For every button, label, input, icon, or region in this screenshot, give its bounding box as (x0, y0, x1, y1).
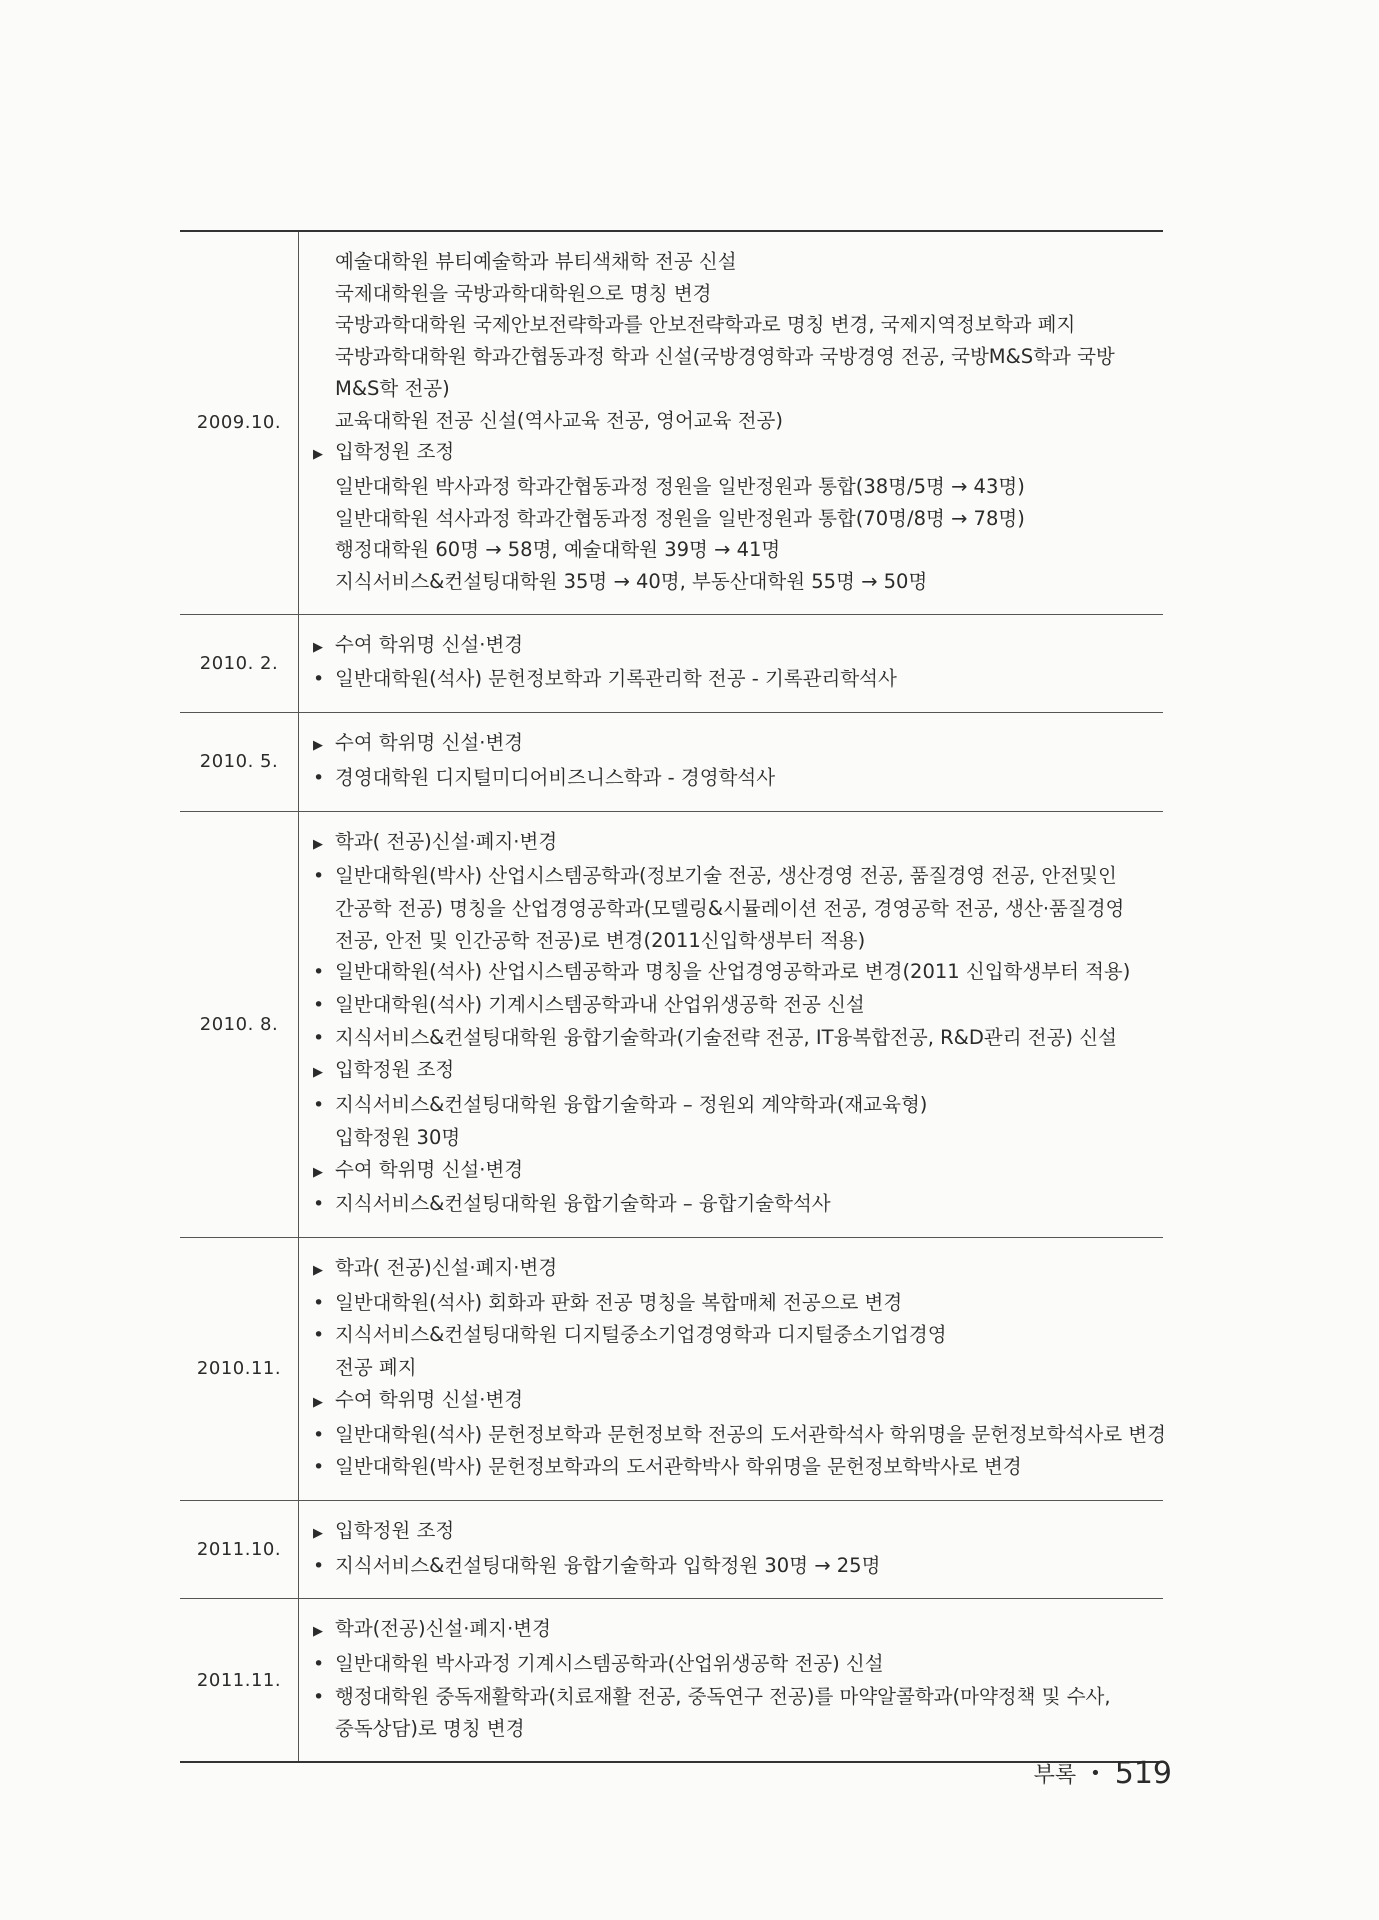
content-cell (299, 713, 1163, 810)
bullet-marker-icon: • (313, 1291, 325, 1314)
bullet-marker-icon: • (313, 1653, 325, 1676)
line-text: 경영대학원 디지털미디어비즈니스학과 - 경영학석사 (335, 765, 776, 789)
line-text: 입학정원 조정 (335, 1058, 455, 1082)
bullet-marker-icon: • (313, 668, 325, 691)
line-text: 입학정원 30명 (335, 1125, 461, 1149)
text-line (313, 471, 1149, 503)
footer-separator: • (1090, 1763, 1101, 1784)
table-row (180, 232, 1163, 614)
section-heading (313, 1613, 1149, 1648)
line-text: 교육대학원 전공 신설(역사교육 전공, 영어교육 전공) (335, 408, 783, 432)
line-text: 국제대학원을 국방과학대학원으로 명칭 변경 (335, 281, 712, 305)
table-row (180, 1598, 1163, 1761)
line-text: 일반대학원(석사) 기계시스템공학과내 산업위생공학 전공 신설 (335, 993, 865, 1017)
bullet-item (313, 663, 1149, 696)
bullet-marker-icon: • (313, 1193, 325, 1216)
section-heading (313, 629, 1149, 664)
text-line (313, 309, 1149, 341)
line-text: 학과( 전공)신설·폐지·변경 (335, 829, 558, 853)
bullet-item (313, 1089, 1149, 1122)
bullet-item (313, 1319, 1166, 1352)
line-text: 일반대학원(석사) 문헌정보학과 문헌정보학 전공의 도서관학석사 학위명을 문헌정보학석사로 변경 (335, 1422, 1166, 1446)
bullet-marker-icon: • (313, 865, 325, 888)
triangle-marker-icon: ▶ (313, 1525, 323, 1541)
date-cell: 2009.10. (180, 232, 299, 614)
text-line (313, 278, 1149, 310)
bullet-marker-icon: • (313, 1423, 325, 1446)
line-text: 예술대학원 뷰티예술학과 뷰티색채학 전공 신설 (335, 250, 737, 273)
date-cell: 2010. 8. (180, 812, 299, 1237)
date-cell: 2010. 2. (180, 615, 299, 712)
line-text: 간공학 전공) 명칭을 산업경영공학과(모델링&시뮬레이션 전공, 경영공학 전공, 생산·품질경영 (335, 896, 1125, 920)
line-text: 지식서비스&컨설팅대학원 35명 → 40명, 부동산대학원 55명 → 50명 (335, 570, 928, 594)
line-text: 지식서비스&컨설팅대학원 디지털중소기업경영학과 디지털중소기업경영 (335, 1323, 947, 1347)
line-text: 행정대학원 60명 → 58명, 예술대학원 39명 → 41명 (335, 538, 781, 562)
table-row (180, 614, 1163, 712)
section-heading (313, 727, 1149, 762)
date-cell: 2010. 5. (180, 713, 299, 810)
bullet-marker-icon: • (313, 1324, 325, 1347)
content-cell (299, 1238, 1180, 1500)
content-cell (299, 1599, 1163, 1761)
line-text: 일반대학원(박사) 산업시스템공학과(정보기술 전공, 생산경영 전공, 품질경영 전공, 안전및인 (335, 864, 1117, 888)
line-text: 입학정원 조정 (335, 440, 455, 464)
triangle-marker-icon: ▶ (313, 1394, 323, 1410)
line-text: 전공, 안전 및 인간공학 전공)로 변경(2011신입학생부터 적용) (335, 928, 866, 952)
line-text: 수여 학위명 신설·변경 (335, 1157, 524, 1181)
content-cell (299, 1501, 1163, 1598)
triangle-marker-icon: ▶ (313, 738, 323, 754)
bullet-item (313, 860, 1149, 893)
content-cell (299, 232, 1163, 614)
table-row (180, 1237, 1166, 1500)
line-text: 지식서비스&컨설팅대학원 융합기술학과 입학정원 30명 → 25명 (335, 1553, 881, 1577)
section-heading (313, 436, 1149, 471)
line-text: 지식서비스&컨설팅대학원 융합기술학과 – 융합기술학석사 (335, 1192, 831, 1216)
text-line (313, 1713, 1149, 1745)
bullet-item (313, 1648, 1149, 1681)
bullet-marker-icon: • (313, 1554, 325, 1577)
bullet-marker-icon: • (313, 1094, 325, 1117)
line-text: 수여 학위명 신설·변경 (335, 632, 524, 656)
section-heading (313, 826, 1149, 861)
bullet-item (313, 1550, 1149, 1583)
line-text: 일반대학원(석사) 회화과 판화 전공 명칭을 복합매체 전공으로 변경 (335, 1290, 903, 1314)
date-cell: 2011.10. (180, 1501, 299, 1598)
line-text: 전공 폐지 (335, 1356, 417, 1380)
section-heading (313, 1154, 1149, 1189)
triangle-marker-icon: ▶ (313, 1065, 323, 1081)
footer-section-label: 부록 (1033, 1763, 1077, 1788)
line-text: 수여 학위명 신설·변경 (335, 731, 524, 755)
date-cell: 2011.11. (180, 1599, 299, 1761)
line-text: M&S학 전공) (335, 376, 450, 400)
bullet-item (313, 956, 1149, 989)
text-line (313, 1352, 1166, 1384)
line-text: 국방과학대학원 학과간협동과정 학과 신설(국방경영학과 국방경영 전공, 국방M&S학과 국방 (335, 345, 1115, 369)
bullet-item (313, 1419, 1166, 1452)
line-text: 일반대학원 박사과정 학과간협동과정 정원을 일반정원과 통합(38명/5명 → 43명) (335, 474, 1025, 498)
line-text: 일반대학원 석사과정 학과간협동과정 정원을 일반정원과 통합(70명/8명 → 78명) (335, 506, 1025, 530)
bullet-item (313, 989, 1149, 1022)
triangle-marker-icon: ▶ (313, 1624, 323, 1640)
triangle-marker-icon: ▶ (313, 1164, 323, 1180)
content-cell (299, 812, 1163, 1237)
line-text: 지식서비스&컨설팅대학원 융합기술학과(기술전략 전공, IT융복합전공, R&D관리 전공) 신설 (335, 1025, 1117, 1049)
bullet-marker-icon: • (313, 961, 325, 984)
bullet-item (313, 1188, 1149, 1221)
line-text: 일반대학원 박사과정 기계시스템공학과(산업위생공학 전공) 신설 (335, 1652, 884, 1676)
section-heading (313, 1515, 1149, 1550)
text-line (313, 503, 1149, 535)
text-line (313, 373, 1149, 405)
bullet-marker-icon: • (313, 994, 325, 1017)
text-line (313, 1122, 1149, 1154)
line-text: 학과( 전공)신설·폐지·변경 (335, 1255, 558, 1279)
text-line (313, 925, 1149, 957)
bullet-marker-icon: • (313, 1456, 325, 1479)
triangle-marker-icon: ▶ (313, 1262, 323, 1278)
bullet-item (313, 762, 1149, 795)
table-row (180, 811, 1163, 1237)
line-text: 지식서비스&컨설팅대학원 융합기술학과 – 정원외 계약학과(재교육형) (335, 1093, 928, 1117)
bullet-item (313, 1681, 1149, 1714)
triangle-marker-icon: ▶ (313, 836, 323, 852)
text-line (313, 893, 1149, 925)
line-text: 행정대학원 중독재활학과(치료재활 전공, 중독연구 전공)를 마약알콜학과(마약정책 및 수사, (335, 1684, 1111, 1708)
text-line (313, 405, 1149, 437)
section-heading (313, 1384, 1166, 1419)
line-text: 일반대학원(석사) 산업시스템공학과 명칭을 산업경영공학과로 변경(2011 신입학생부터 적용) (335, 960, 1131, 984)
page-number: 519 (1114, 1756, 1172, 1791)
line-text: 일반대학원(석사) 문헌정보학과 기록관리학 전공 - 기록관리학석사 (335, 667, 897, 691)
text-line (313, 246, 1149, 278)
table-row (180, 712, 1163, 810)
content-cell (299, 615, 1163, 712)
line-text: 입학정원 조정 (335, 1518, 455, 1542)
section-heading (313, 1252, 1166, 1287)
text-line (313, 341, 1149, 373)
bullet-item (313, 1451, 1166, 1484)
page-footer (1034, 1756, 1172, 1791)
bullet-marker-icon: • (313, 1026, 325, 1049)
line-text: 학과(전공)신설·폐지·변경 (335, 1617, 551, 1641)
bullet-item (313, 1022, 1149, 1055)
triangle-marker-icon: ▶ (313, 639, 323, 655)
history-table (180, 230, 1166, 1763)
section-heading (313, 1054, 1149, 1089)
line-text: 국방과학대학원 국제안보전략학과를 안보전략학과로 명칭 변경, 국제지역정보학과 폐지 (335, 313, 1076, 337)
date-cell: 2010.11. (180, 1238, 299, 1500)
triangle-marker-icon: ▶ (313, 447, 323, 463)
line-text: 일반대학원(박사) 문헌정보학과의 도서관학박사 학위명을 문헌정보학박사로 변경 (335, 1455, 1022, 1479)
bullet-item (313, 1287, 1166, 1320)
text-line (313, 534, 1149, 566)
bullet-marker-icon: • (313, 766, 325, 789)
line-text: 수여 학위명 신설·변경 (335, 1387, 524, 1411)
table-row (180, 1500, 1163, 1598)
text-line (313, 566, 1149, 598)
bullet-marker-icon: • (313, 1685, 325, 1708)
line-text: 중독상담)로 명칭 변경 (335, 1717, 525, 1741)
